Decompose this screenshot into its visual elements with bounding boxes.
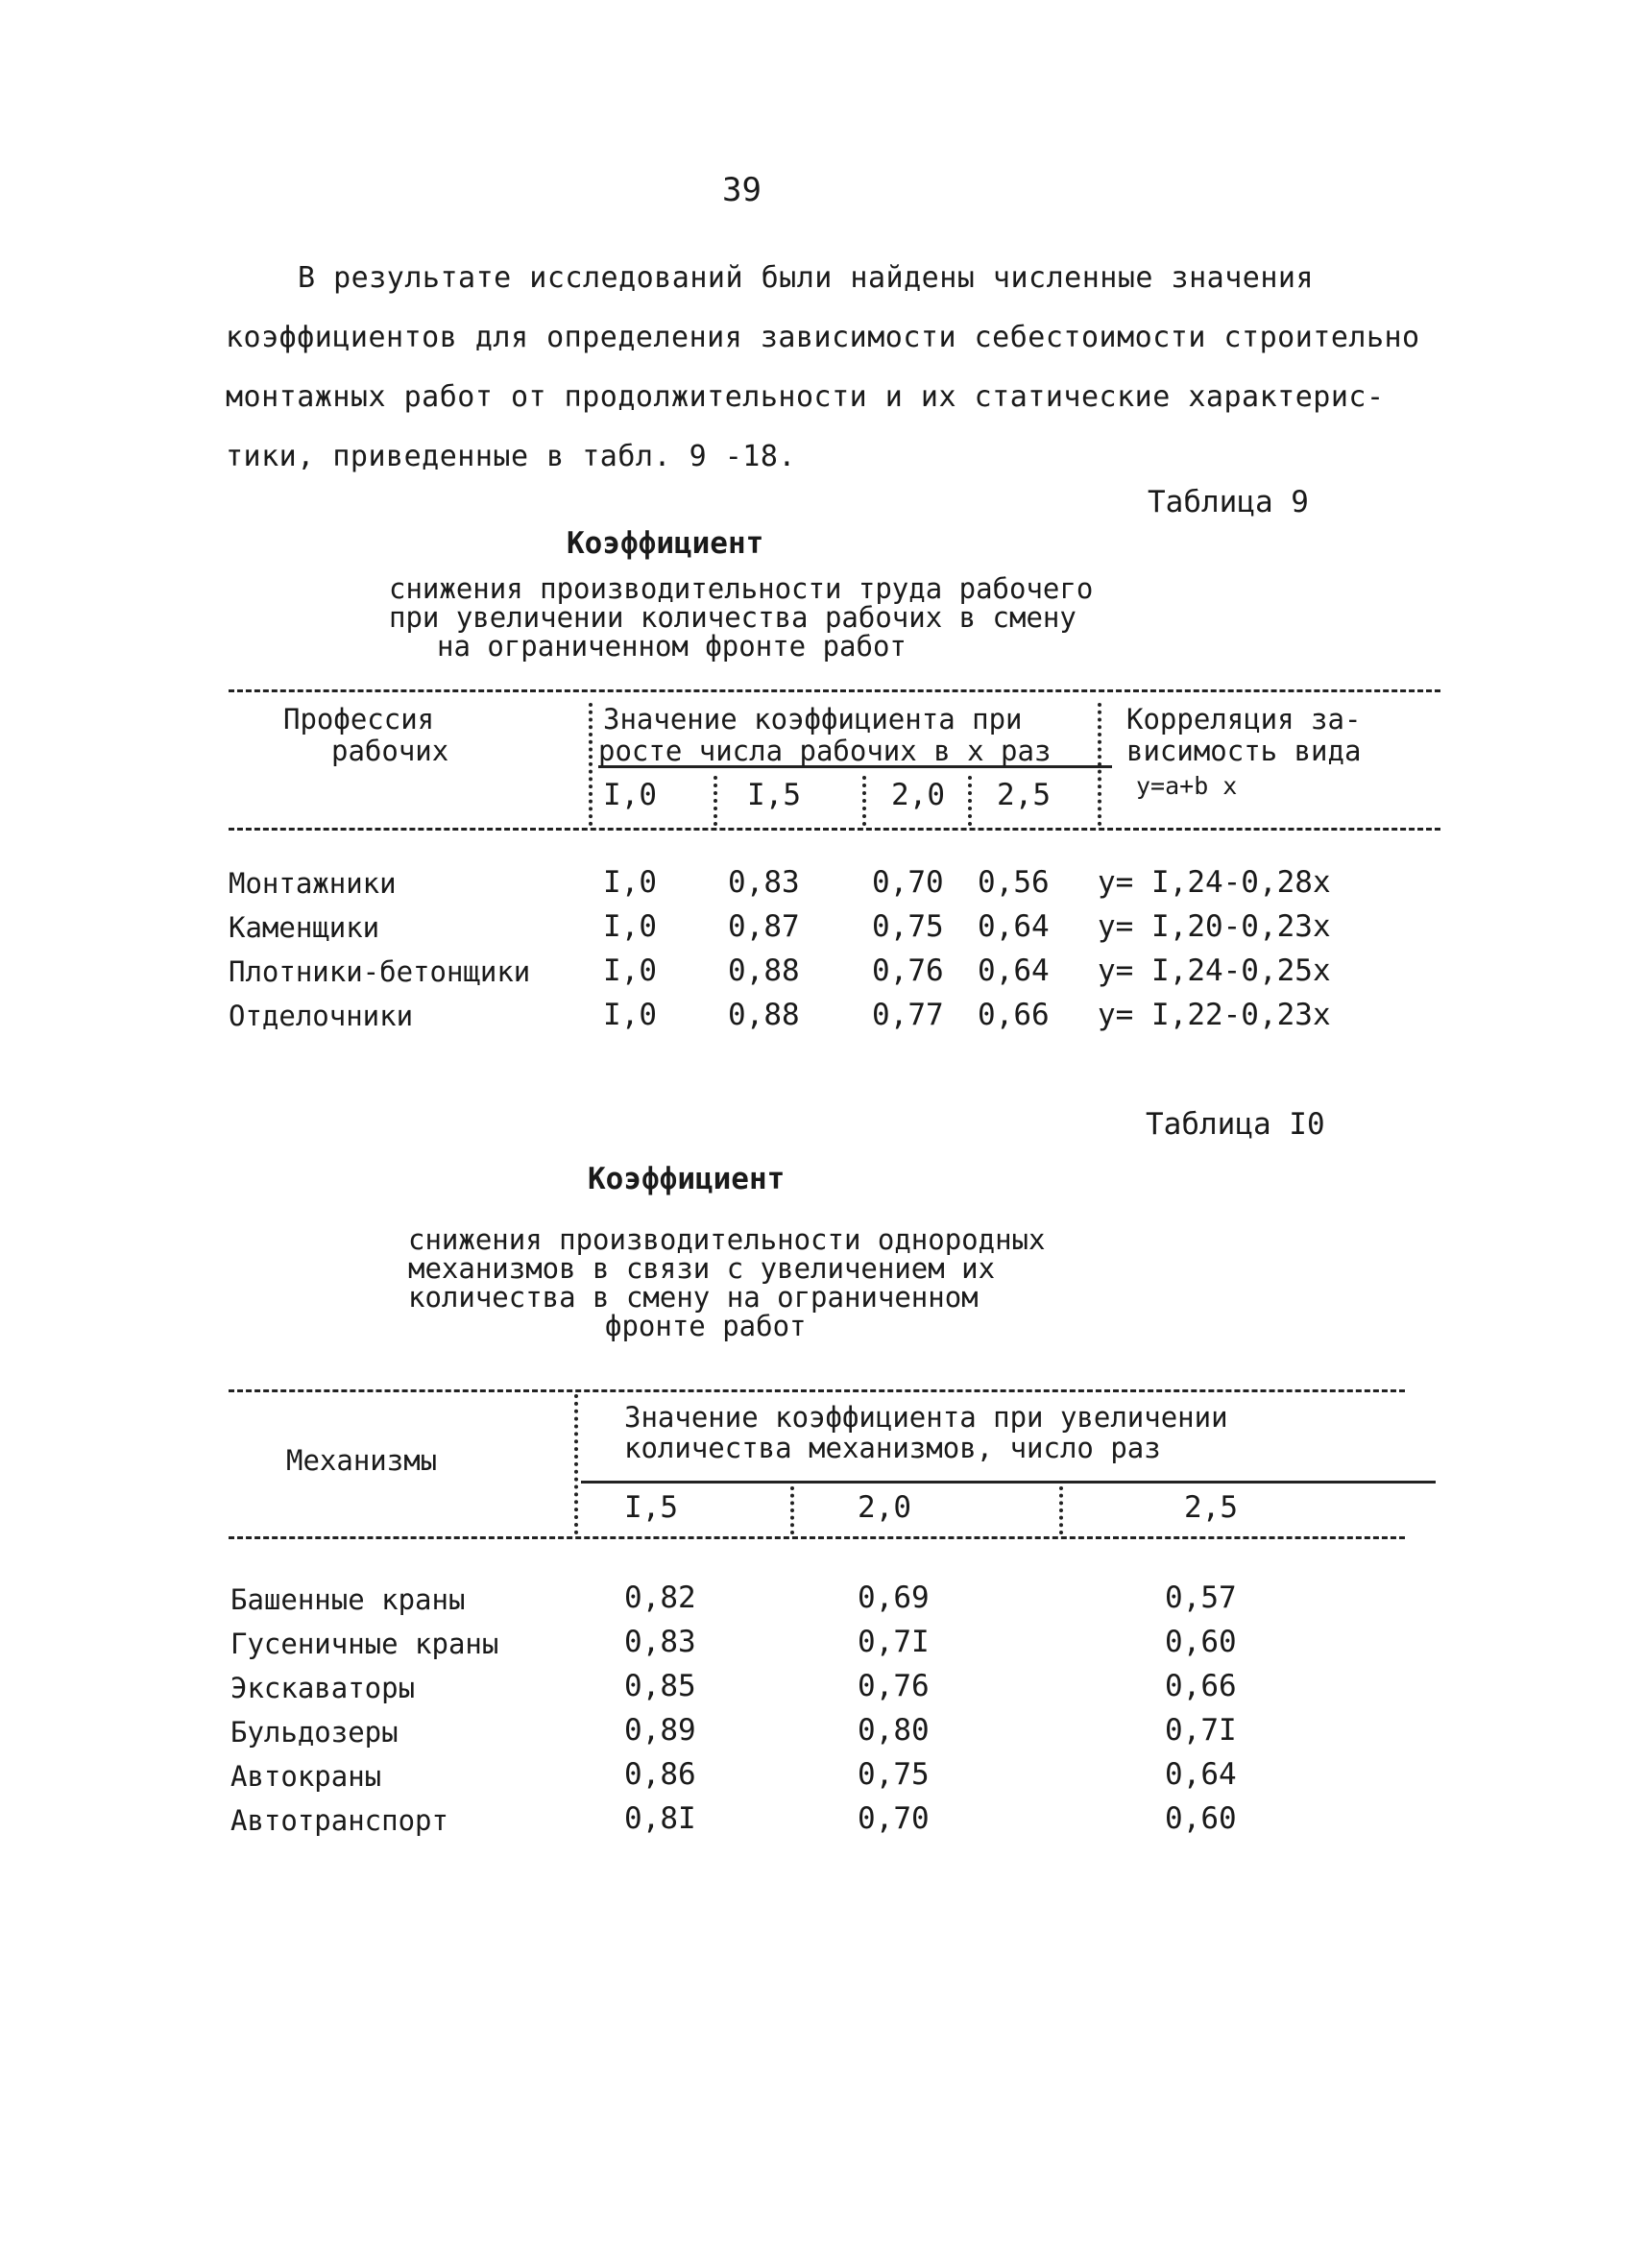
page-number: 39 (722, 171, 762, 209)
table-9-column-separator (714, 776, 717, 826)
cell: 0,56 (978, 865, 1050, 900)
table-9-subheader: 2,5 (997, 778, 1051, 812)
cell: 0,7I (1165, 1713, 1237, 1748)
row-label: Автотранспорт (230, 1804, 448, 1837)
table-9-header-correlation: висимость вида (1126, 735, 1362, 767)
table-9-subtitle-line: снижения производительности труда рабочего (389, 572, 1094, 605)
cell-formula: y= I,20-0,23x (1098, 909, 1331, 944)
cell: 0,64 (978, 953, 1050, 988)
paragraph-line: монтажных работ от продолжительности и их статические характерис- (226, 380, 1385, 414)
cell: 0,66 (1165, 1669, 1237, 1703)
cell: 0,83 (624, 1625, 696, 1659)
table-9-subheader: I,0 (603, 778, 657, 812)
row-label: Каменщики (229, 911, 380, 944)
cell: 0,76 (872, 953, 944, 988)
row-label: Экскаваторы (230, 1672, 416, 1704)
table-10-header-coefficient: количества механизмов, число раз (624, 1432, 1161, 1464)
cell: I,0 (603, 909, 657, 944)
cell: I,0 (603, 953, 657, 988)
cell: 0,64 (978, 909, 1050, 944)
cell: I,0 (603, 998, 657, 1032)
table-9-label: Таблица 9 (1148, 485, 1309, 519)
cell: 0,66 (978, 998, 1050, 1032)
cell: 0,88 (728, 953, 800, 988)
cell: 0,75 (872, 909, 944, 944)
row-label: Бульдозеры (230, 1716, 399, 1749)
row-label: Отделочники (229, 1000, 414, 1032)
table-10-subheader: 2,0 (858, 1490, 911, 1525)
cell: 0,82 (624, 1580, 696, 1615)
cell: 0,77 (872, 998, 944, 1032)
cell: 0,70 (858, 1801, 930, 1836)
table-10-subtitle-line: механизмов в связи с увеличением их (408, 1252, 996, 1285)
cell: 0,60 (1165, 1801, 1237, 1836)
row-label: Плотники-бетонщики (229, 955, 531, 988)
table-9-header-bottom-rule (229, 828, 1440, 831)
table-9-header-coefficient: Значение коэффициента при (603, 703, 1023, 736)
table-10-label: Таблица I0 (1146, 1107, 1325, 1142)
cell: 0,64 (1165, 1757, 1237, 1792)
cell: 0,86 (624, 1757, 696, 1792)
cell: 0,89 (624, 1713, 696, 1748)
cell-formula: y= I,24-0,25x (1098, 953, 1331, 988)
table-9-header-correlation: Корреляция за- (1126, 703, 1362, 736)
table-10-header-underline (581, 1481, 1436, 1484)
cell: 0,7I (858, 1625, 930, 1659)
table-10-column-separator (790, 1486, 794, 1534)
table-9-subtitle-line: на ограниченном фронте работ (437, 630, 907, 663)
table-9-subheader: 2,0 (891, 778, 945, 812)
cell-formula: y= I,22-0,23x (1098, 998, 1331, 1032)
table-9-subheader: I,5 (747, 778, 801, 812)
table-10-column-separator (1059, 1486, 1063, 1534)
table-10-column-separator (574, 1394, 578, 1534)
table-10-header-bottom-rule (229, 1536, 1405, 1539)
table-9-subtitle-line: при увеличении количества рабочих в смену (389, 601, 1077, 634)
table-9-column-separator (862, 776, 866, 826)
cell: 0,83 (728, 865, 800, 900)
cell: 0,80 (858, 1713, 930, 1748)
cell: 0,70 (872, 865, 944, 900)
table-10-subtitle-line: фронте работ (605, 1310, 807, 1342)
table-10-header-coefficient: Значение коэффициента при увеличении (624, 1401, 1228, 1434)
table-10-subheader: 2,5 (1184, 1490, 1238, 1525)
cell: 0,88 (728, 998, 800, 1032)
cell: 0,69 (858, 1580, 930, 1615)
cell: 0,76 (858, 1669, 930, 1703)
cell: 0,75 (858, 1757, 930, 1792)
row-label: Башенные краны (230, 1583, 466, 1616)
row-label: Монтажники (229, 867, 397, 900)
table-9-top-rule (229, 689, 1440, 692)
cell-formula: y= I,24-0,28x (1098, 865, 1331, 900)
table-9-title: Коэффициент (567, 526, 764, 561)
table-9-header-coefficient: росте числа рабочих в х раз (598, 735, 1052, 767)
row-label: Гусеничные краны (230, 1628, 499, 1660)
table-9-column-separator (1098, 703, 1101, 826)
cell: 0,87 (728, 909, 800, 944)
paragraph-line: В результате исследований были найдены численные значения (298, 261, 1315, 295)
cell: 0,85 (624, 1669, 696, 1703)
cell: 0,60 (1165, 1625, 1237, 1659)
table-9-header-profession: рабочих (331, 735, 449, 767)
cell: 0,57 (1165, 1580, 1237, 1615)
table-9-header-profession: Профессия (283, 703, 435, 736)
table-10-subtitle-line: снижения производительности однородных (408, 1223, 1046, 1256)
paragraph-line: тики, приведенные в табл. 9 -18. (226, 440, 796, 473)
row-label: Автокраны (230, 1760, 382, 1793)
table-9-column-separator (589, 703, 593, 826)
table-10-header-mechanisms: Механизмы (286, 1444, 438, 1477)
table-9-column-separator (968, 776, 972, 826)
cell: 0,8I (624, 1801, 696, 1836)
paragraph-line: коэффициентов для определения зависимости себестоимости строительно (226, 321, 1420, 354)
table-9-header-correlation: y=a+b x (1136, 772, 1238, 800)
table-10-top-rule (229, 1389, 1405, 1392)
table-10-subheader: I,5 (624, 1490, 678, 1525)
cell: I,0 (603, 865, 657, 900)
table-10-title: Коэффициент (588, 1162, 786, 1196)
table-10-subtitle-line: количества в смену на ограниченном (408, 1281, 979, 1314)
